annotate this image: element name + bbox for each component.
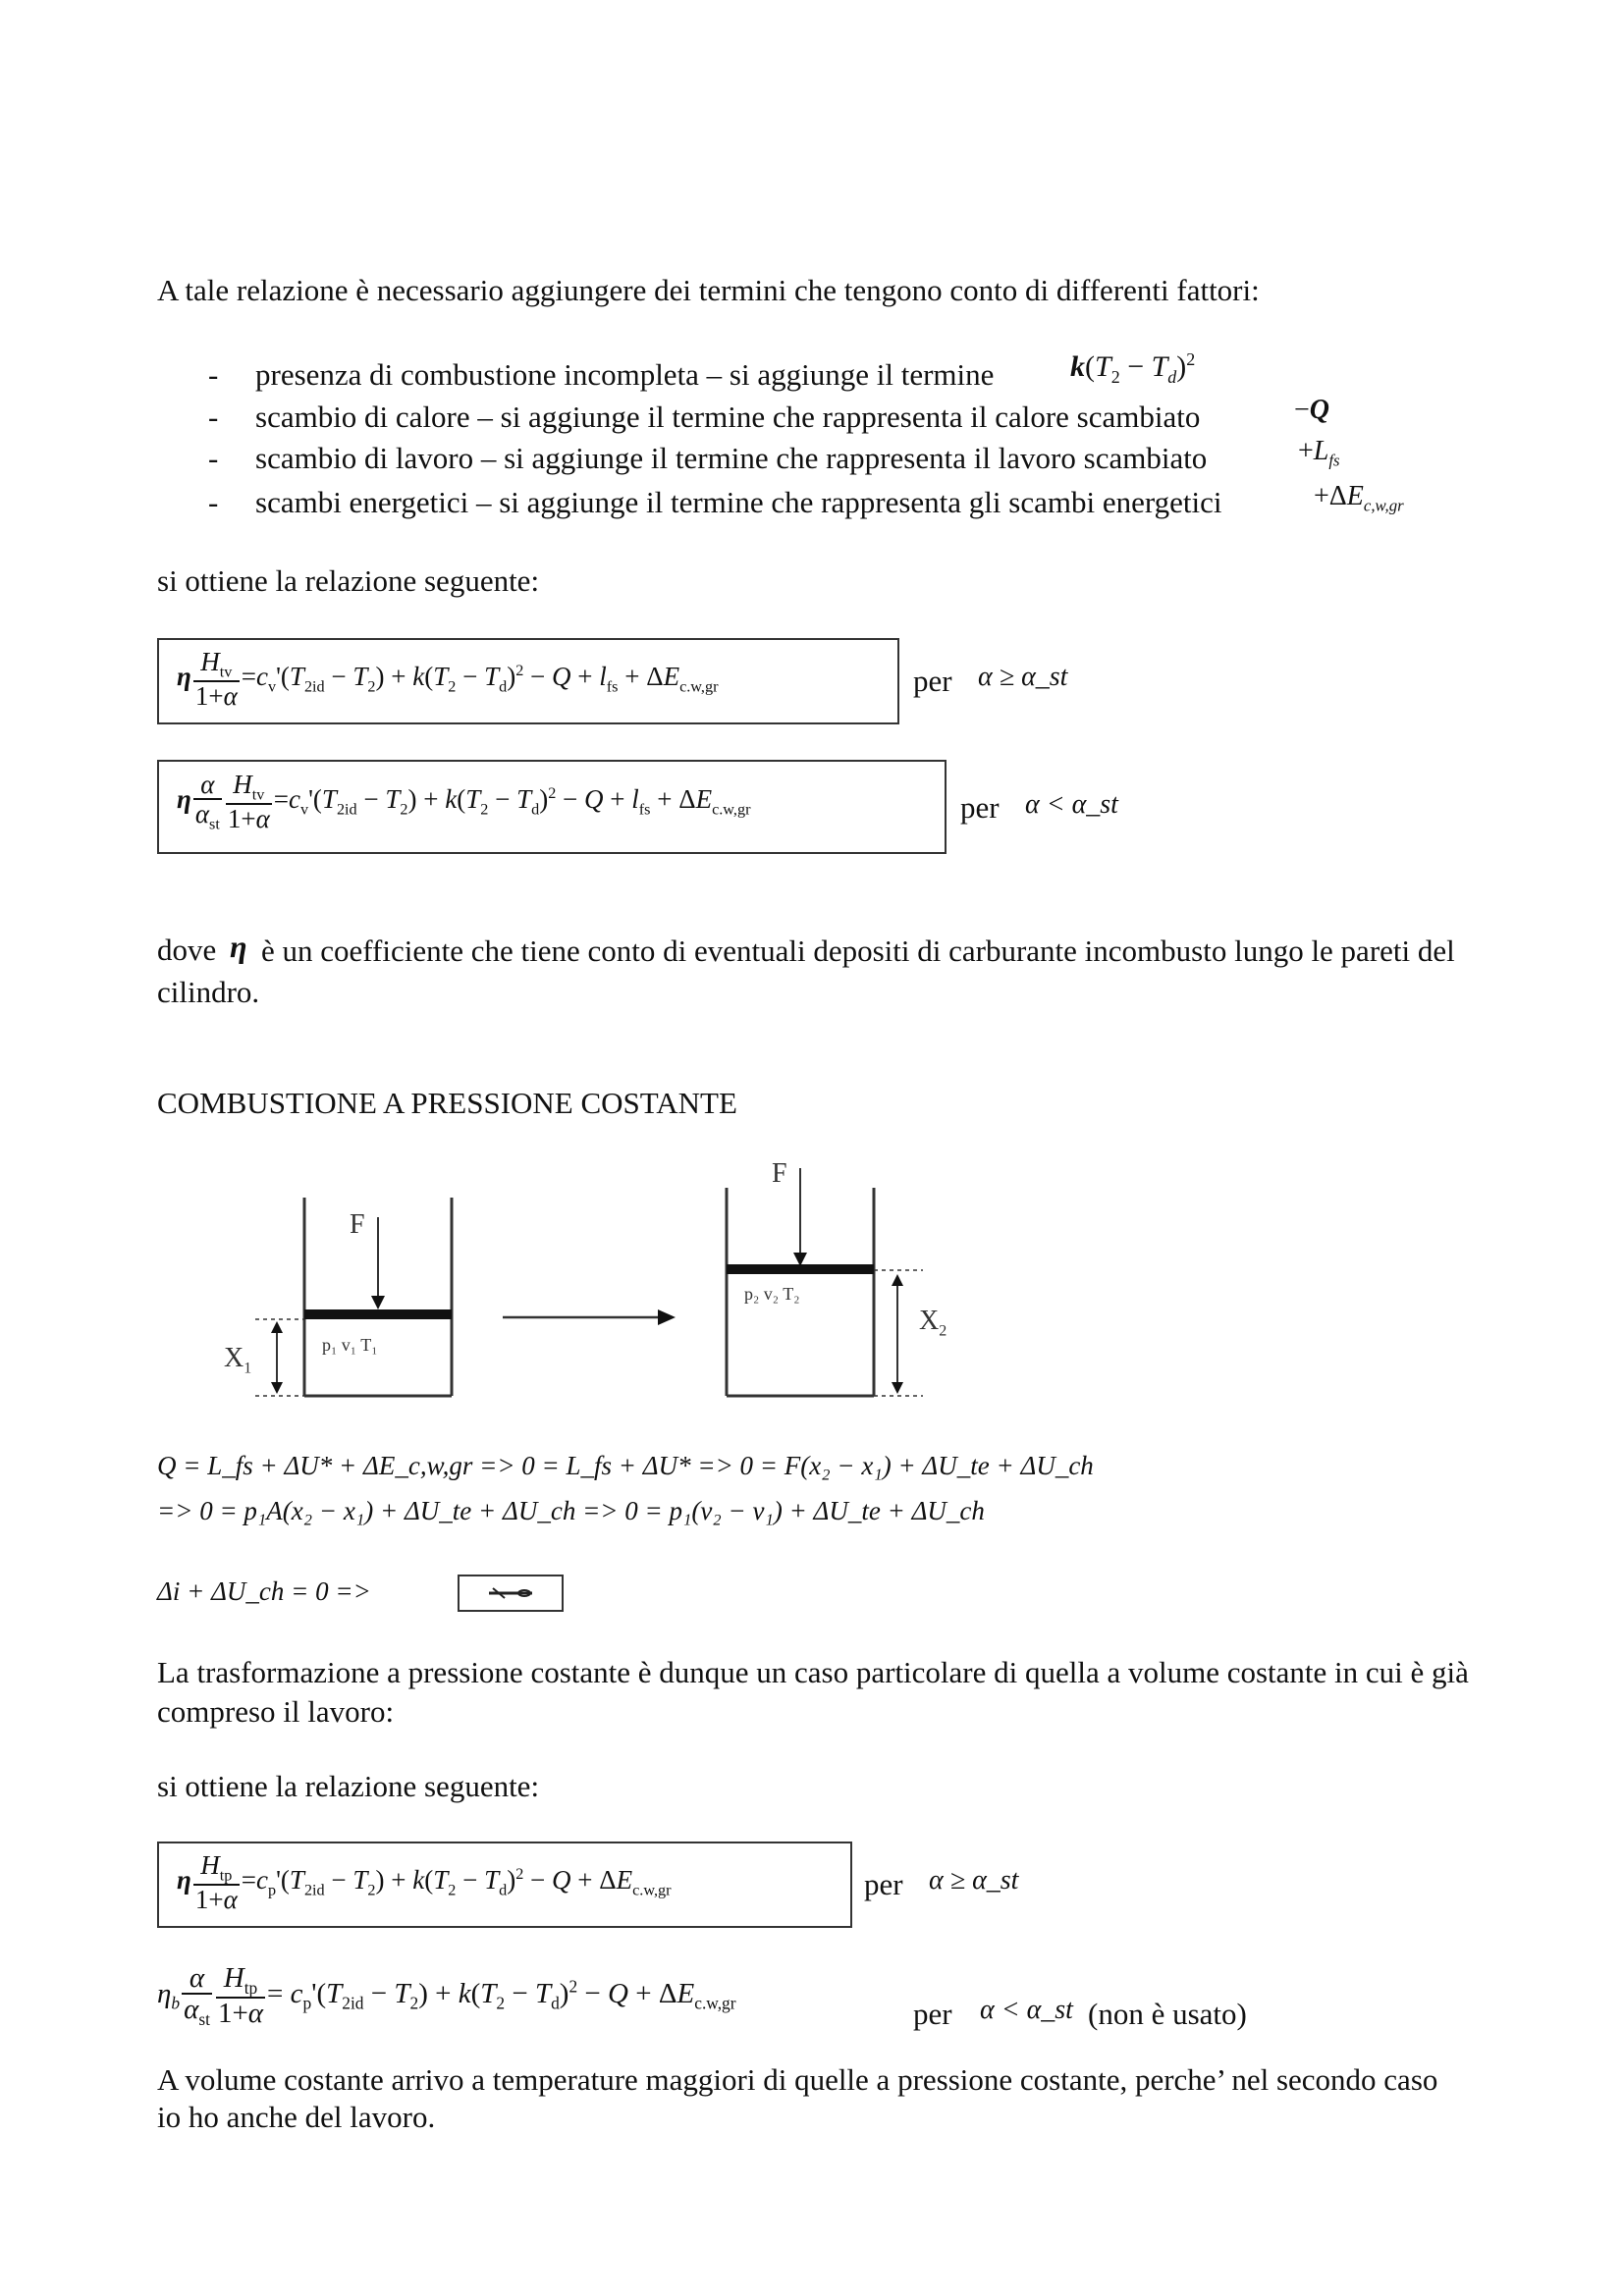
dove-text-content: è un coefficiente che tiene conto di eventuali depositi di carburante incombusto lungo le pareti del cilindro. [157, 934, 1455, 1009]
x1-letter: X [224, 1343, 244, 1373]
x1-label [224, 1343, 251, 1378]
si-ottiene-2: si ottiene la relazione seguente: [157, 1769, 540, 1803]
left-piston [304, 1309, 452, 1319]
cross-arrow-icon [460, 1576, 562, 1610]
paragraph-1: La trasformazione a pressione costante è dunque un caso particolare di quella a volume costante in cui è già compreso il lavoro: [157, 1655, 1469, 1729]
condition-lt-2: α < α_st [980, 1995, 1073, 2025]
per-label: per [913, 1997, 952, 2031]
bullet-dash: - [208, 441, 219, 475]
condition-lt: α < α_st [1025, 789, 1118, 820]
bullet-item-2: scambio di calore – si aggiunge il termine che rappresenta il calore scambiato [255, 400, 1201, 434]
x2-letter: X [919, 1306, 940, 1336]
piston-diagram [196, 1148, 982, 1404]
eta-symbol: η [230, 929, 247, 964]
section-title: COMBUSTIONE A PRESSIONE COSTANTE [157, 1086, 737, 1120]
force-label-left: F [350, 1209, 365, 1240]
x2-subscript: 2 [939, 1322, 947, 1340]
bullet-item-4: scambi energetici – si aggiunge il termine che rappresenta gli scambi energetici [255, 485, 1222, 519]
force-label-right: F [772, 1158, 787, 1189]
bullet-term-3: $+L_{fs}$ [1298, 436, 1340, 470]
bullet-dash: - [208, 400, 219, 434]
x2-label [919, 1306, 947, 1341]
small-result-box [458, 1575, 564, 1612]
equation-line-2: => 0 = p₁A(x₂ − x₁) + ΔU_te + ΔU_ch => 0 = p₁(v₂ − v₁) + ΔU_te + ΔU_ch [157, 1496, 985, 1525]
per-label: per [864, 1867, 903, 1901]
non-usato-note: (non è usato) [1088, 1997, 1247, 2031]
bullet-term-1: $k(T_2 - T_d)^2$ [1070, 349, 1196, 387]
equation-4: $\eta_b$ $\frac{\alpha}{\alpha_{st}}$ $\frac{H_{tp}}{1+\alpha}$ = $c_p'(T_{2id} - T_2) + k(T_2 - T_d)^2 - Q + \Delta E_{c.w,gr}$ [157, 1962, 736, 2030]
per-label: per [960, 790, 1000, 825]
dove-word: dove [157, 933, 217, 967]
state-left: p₁ v₁ T₁ [322, 1335, 378, 1355]
state-right: p₂ v₂ T₂ [744, 1284, 800, 1304]
bullet-dash: - [208, 357, 219, 392]
bullet-dash: - [208, 485, 219, 519]
equation-1: η $\frac{H_{tv}}{1+\alpha}$ $=c_v'(T_{2id} - T_2) + k(T_2 - T_d)^2 - Q + l_{fs} + \Delta E_{c.w,gr}$ [177, 647, 719, 712]
paragraph-2: A volume costante arrivo a temperature maggiori di quelle a pressione costante, perche’ nel secondo caso io ho anche del lavoro. [157, 2062, 1438, 2134]
equation-3: η $\frac{H_{tp}}{1+\alpha}$ $=c_p'(T_{2id} - T_2) + k(T_2 - T_d)^2 - Q + \Delta E_{c.w,gr}$ [177, 1850, 672, 1915]
per-label: per [913, 664, 952, 698]
bullet-term-4: $+\Delta E_{c,w,gr}$ [1314, 481, 1404, 515]
condition-ge-2: α ≥ α_st [929, 1865, 1019, 1896]
right-cylinder [727, 1168, 923, 1396]
x1-subscript: 1 [243, 1360, 252, 1377]
equation-line-1: Q = L_fs + ΔU* + ΔE_c,w,gr => 0 = L_fs + ΔU* => 0 = F(x₂ − x₁) + ΔU_te + ΔU_ch [157, 1451, 1094, 1480]
equation-2: η $\frac{\alpha}{\alpha_{st}}$ $\frac{H_{tv}}{1+\alpha}$ $=c_v'(T_{2id} - T_2) + k(T_2 - T_d)^2 - Q + l_{fs} + \Delta E_{c.w,gr}$ [177, 770, 751, 834]
equation-line-3: Δi + ΔU_ch = 0 => [157, 1576, 371, 1606]
dove-text [157, 931, 1473, 1013]
si-ottiene-1: si ottiene la relazione seguente: [157, 563, 540, 598]
condition-ge: α ≥ α_st [978, 662, 1068, 692]
bullet-term-2: −Q [1294, 395, 1330, 425]
transition-arrow [503, 1309, 676, 1325]
intro-text: A tale relazione è necessario aggiungere dei termini che tengono conto di differenti fattori: [157, 273, 1260, 307]
bullet-item-1: presenza di combustione incompleta – si aggiunge il termine [255, 357, 995, 392]
bullet-item-3: scambio di lavoro – si aggiunge il termine che rappresenta il lavoro scambiato [255, 441, 1208, 475]
